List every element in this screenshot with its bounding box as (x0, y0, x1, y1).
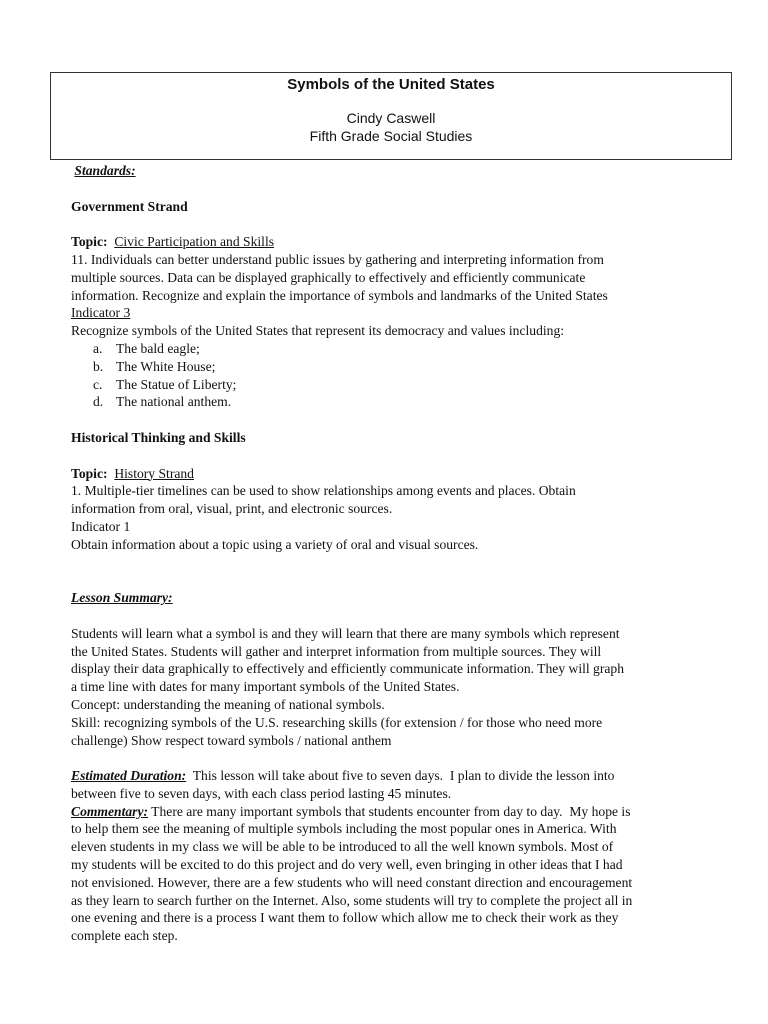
commentary-line: to help them see the meaning of multiple symbols including the most popular ones in America. With (71, 821, 617, 837)
summary-skill: Skill: recognizing symbols of the U.S. researching skills (for extension / for those who need more (71, 714, 603, 730)
commentary-line: eleven students in my class we will be able to be introduced to all the well known symbols. Most of (71, 839, 614, 855)
government-topic-name: Civic Participation and Skills (114, 234, 275, 250)
government-topic: Topic: Civic Participation and Skills (71, 234, 275, 250)
government-benchmark-line: information. Recognize and explain the importance of symbols and landmarks of the United States (71, 287, 608, 303)
duration-text: This lesson will take about five to seven days. I plan to divide the lesson into (186, 768, 615, 784)
commentary-line: complete each step. (71, 928, 178, 944)
list-item: c. The Statue of Liberty; (93, 376, 237, 392)
history-indicator-text: Obtain information about a topic using a variety of oral and visual sources. (71, 536, 479, 552)
course-name: Fifth Grade Social Studies (309, 128, 473, 144)
history-indicator: Indicator 1 (71, 518, 131, 534)
history-topic-name: History Strand (114, 465, 194, 481)
duration-line: between five to seven days, with each class period lasting 45 minutes. (71, 785, 452, 801)
document-body (71, 162, 711, 945)
commentary-line: one evening and there is a process I want them to follow which allow me to check their work as they (71, 910, 619, 926)
title-box (50, 72, 732, 160)
government-indicator: Indicator 3 (71, 305, 131, 321)
commentary-text: There are many important symbols that students encounter from day to day. My hope is (148, 803, 631, 819)
summary-line: display their data graphically to effectively and efficiently communicate information. They will graph (71, 661, 625, 677)
summary-line: challenge) Show respect toward symbols / national anthem (71, 732, 392, 748)
commentary-line: my students will be excited to do this project and do very well, even bringing in other ideas that I had (71, 857, 623, 873)
summary-concept: Concept: understanding the meaning of national symbols. (71, 696, 385, 712)
commentary-label: Commentary: (71, 803, 149, 819)
summary-line: Students will learn what a symbol is and they will learn that there are many symbols which represent (71, 625, 620, 641)
symbols-list (71, 340, 711, 411)
list-item: a. The bald eagle; (93, 340, 200, 356)
government-benchmark-line: multiple sources. Data can be displayed graphically to effectively and efficiently communicate (71, 269, 586, 285)
government-indicator-text: Recognize symbols of the United States that represent its democracy and values including: (71, 323, 565, 339)
summary-line: the United States. Students will gather and interpret information from multiple sources. They will (71, 643, 602, 659)
commentary-line: as they learn to search further on the Internet. Also, some students will try to complete the project all in (71, 892, 633, 908)
list-item: b. The White House; (93, 358, 216, 374)
historical-thinking-heading: Historical Thinking and Skills (71, 429, 246, 445)
list-item: d. The national anthem. (93, 394, 232, 410)
history-benchmark-line: information from oral, visual, print, and electronic sources. (71, 501, 393, 517)
standards-heading: Standards: (74, 163, 136, 178)
history-topic: Topic: History Strand (71, 465, 194, 481)
commentary-line: not envisioned. However, there are a few students who will need constant direction and encouragement (71, 874, 633, 890)
history-benchmark-line: 1. Multiple-tier timelines can be used to show relationships among events and places. Obtain (71, 483, 576, 499)
author-name: Cindy Caswell (346, 110, 436, 126)
summary-line: a time line with dates for many important symbols of the United States. (71, 679, 460, 695)
government-benchmark-line: 11. Individuals can better understand public issues by gathering and interpreting information from (71, 251, 604, 267)
lesson-summary-heading: Lesson Summary: (71, 590, 173, 606)
government-strand-heading: Government Strand (71, 198, 188, 214)
estimated-duration-label: Estimated Duration: (71, 768, 187, 784)
document-title: Symbols of the United States (287, 76, 495, 93)
